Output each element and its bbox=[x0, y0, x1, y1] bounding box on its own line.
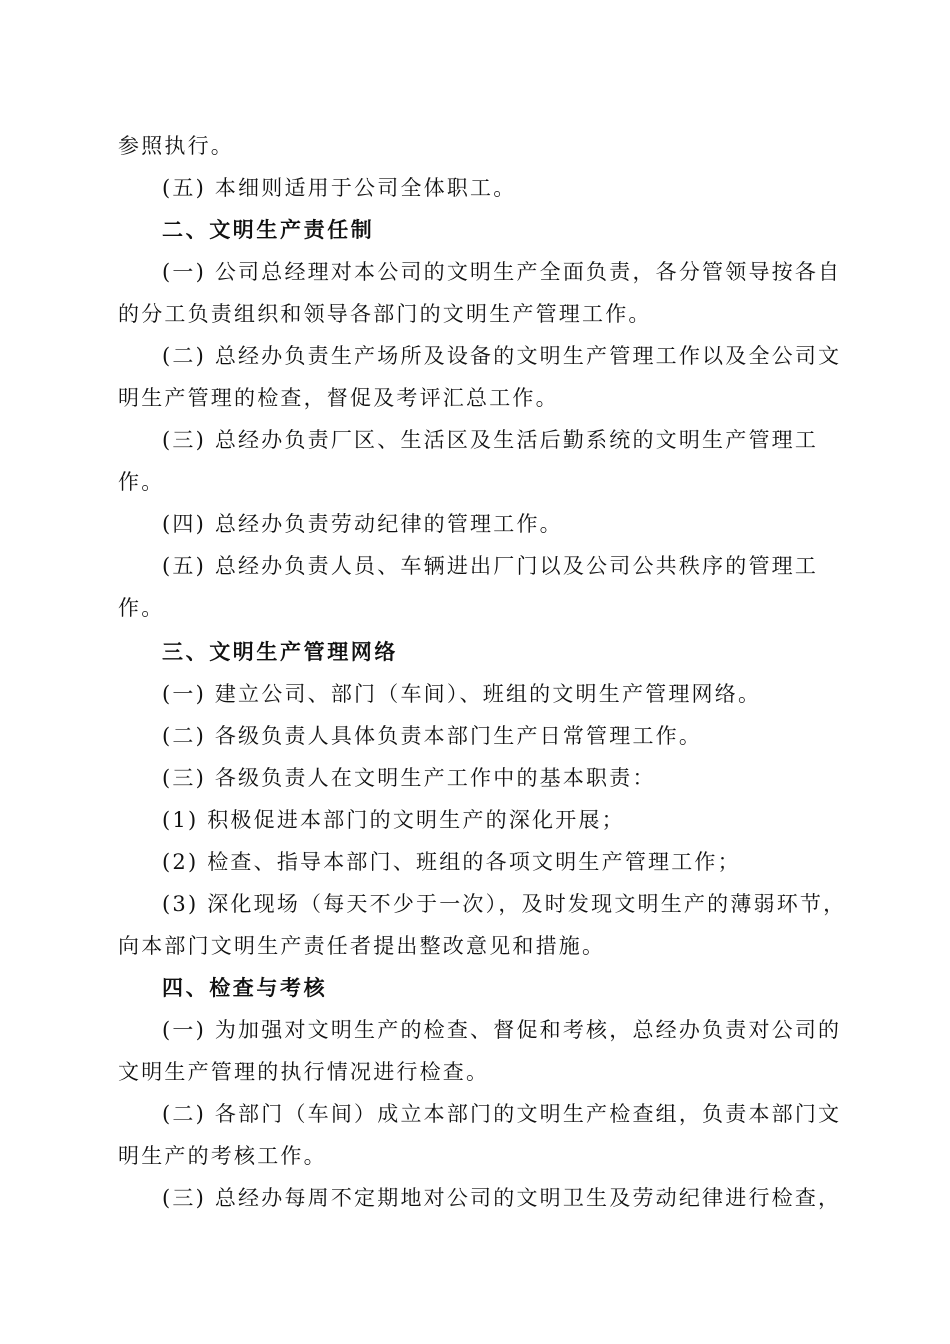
clause-line: (三) 总经办每周不定期地对公司的文明卫生及劳动纪律进行检查， bbox=[162, 1186, 842, 1210]
list-item-line: (2) 检查、指导本部门、班组的各项文明生产管理工作； bbox=[162, 850, 741, 874]
clause-line: (五) 总经办负责人员、车辆进出厂门以及公司公共秩序的管理工 bbox=[162, 554, 819, 578]
section-heading-4: 四、检查与考核 bbox=[162, 976, 328, 1000]
text-line: 参照执行。 bbox=[118, 134, 234, 158]
text-line: 向本部门文明生产责任者提出整改意见和措施。 bbox=[118, 934, 606, 958]
clause-line: (二) 各级负责人具体负责本部门生产日常管理工作。 bbox=[162, 724, 703, 748]
clause-line: (一) 公司总经理对本公司的文明生产全面负责，各分管领导按各自 bbox=[162, 260, 842, 284]
text-line: 明生产管理的检查，督促及考评汇总工作。 bbox=[118, 386, 559, 410]
clause-line: (三) 各级负责人在文明生产工作中的基本职责： bbox=[162, 766, 656, 790]
clause-line: (四) 总经办负责劳动纪律的管理工作。 bbox=[162, 512, 563, 536]
list-item-line: (3) 深化现场（每天不少于一次），及时发现文明生产的薄弱环节， bbox=[162, 892, 847, 916]
text-line: 文明生产管理的执行情况进行检查。 bbox=[118, 1060, 490, 1084]
text-line: 作。 bbox=[118, 470, 165, 494]
clause-line: (二) 总经办负责生产场所及设备的文明生产管理工作以及全公司文 bbox=[162, 344, 842, 368]
text-line: 的分工负责组织和领导各部门的文明生产管理工作。 bbox=[118, 302, 652, 326]
clause-line: (五) 本细则适用于公司全体职工。 bbox=[162, 176, 517, 200]
clause-line: (一) 建立公司、部门（车间）、班组的文明生产管理网络。 bbox=[162, 682, 762, 706]
text-line: 明生产的考核工作。 bbox=[118, 1144, 327, 1168]
section-heading-2: 二、文明生产责任制 bbox=[162, 218, 375, 242]
clause-line: (三) 总经办负责厂区、生活区及生活后勤系统的文明生产管理工 bbox=[162, 428, 819, 452]
list-item-line: (1) 积极促进本部门的文明生产的深化开展； bbox=[162, 808, 625, 832]
clause-line: (一) 为加强对文明生产的检查、督促和考核，总经办负责对公司的 bbox=[162, 1018, 842, 1042]
section-heading-3: 三、文明生产管理网络 bbox=[162, 640, 398, 664]
text-line: 作。 bbox=[118, 596, 165, 620]
clause-line: (二) 各部门（车间）成立本部门的文明生产检查组，负责本部门文 bbox=[162, 1102, 842, 1126]
